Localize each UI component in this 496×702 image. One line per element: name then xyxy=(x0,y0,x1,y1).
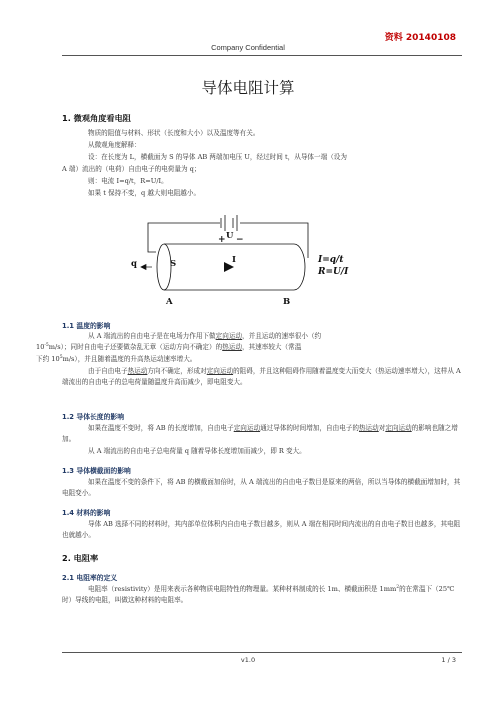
s11-paragraph-1: 从 A 端流出的自由电子是在电场力作用下做定向运动，并且运动的速率很小（约 $10^{-5}m/s$）；同时自由电子还要做杂乱无章（运动方向不确定）的热运动，其速率较大（常温 下约 $10^5m/s$），并且随着温度的升高热运动速率增大。 xyxy=(36,332,322,363)
footer-version: v1.0 xyxy=(240,656,256,664)
formula-current: I=q/t xyxy=(318,255,344,265)
s1-line-6: 如果 t 保持不变，q 越大则电阻越小。 xyxy=(88,189,201,197)
section-1-1-heading: 1.1 温度的影响 xyxy=(62,322,111,330)
section-2-heading: 2. 电阻率 xyxy=(62,553,99,563)
charge-label: q xyxy=(131,259,137,269)
footer-rule xyxy=(62,652,462,653)
cross-section-label: S xyxy=(170,259,177,269)
formula-resistance: R=U/I xyxy=(318,267,349,277)
current-label: I xyxy=(232,255,236,265)
s1-line-1: 物质的阻值与材料、形状（长度和大小）以及温度等有关。 xyxy=(88,129,260,137)
battery-minus: − xyxy=(236,235,244,245)
page-title: 导体电阻计算 xyxy=(201,79,295,97)
end-b-label: B xyxy=(283,297,291,307)
battery-plus: + xyxy=(218,235,226,245)
battery-voltage-label: U xyxy=(226,231,234,241)
header-confidential: Company Confidential xyxy=(211,43,285,52)
electron-arrow-icon xyxy=(141,265,152,270)
section-1-heading: 1. 微观角度看电阻 xyxy=(62,113,131,123)
s13-paragraph: 如果在温度不变的条件下，将 AB 的横截面加倍时，从 A 端流出的自由电子数目是原来的两倍，所以当导体的横截面增加时，其电阻变小。 xyxy=(62,478,461,498)
s14-paragraph: 导体 AB 选择不同的材料时，其内部单位体积内自由电子数目越多，则从 A 端在相同时间内流出的自由电子数目也越多，其电阻也就越小。 xyxy=(62,520,461,540)
conductor-diagram xyxy=(0,0,496,320)
s12-paragraph-1: 如果在温度不变时，将 AB 的长度增加，自由电子定向运动通过导体的时间增加，自由电子的热运动对定向运动的影响也随之增加。 xyxy=(62,424,458,444)
s21-paragraph: 电阻率（resistivity）是用来表示各种物质电阻特性的物理量。某种材料制成的长 1m、横截面积是 $1mm^2$的在常温下（25℃时）导线的电阻，叫做这种材料的电阻率。 xyxy=(62,584,455,605)
s1-line-3: 设：在长度为 L，横截面为 S 的导体 AB 两端加电压 U，经过时间 t，从导体一端（设为 xyxy=(88,153,347,161)
battery-icon xyxy=(221,215,237,231)
s12-paragraph-2: 从 A 端流出的自由电子总电荷量 q 随着导体长度增加而减少，即 R 变大。 xyxy=(88,447,306,455)
s11-paragraph-2: 由于自由电子热运动方向不确定，形成对定向运动的阻碍，并且这种阻碍作用随着温度变大而变大（热运动速率增大），这样从 A 端流出的自由电子的总电荷量随温度升高而减少，即电阻变大。 xyxy=(62,367,461,387)
s1-line-4: A 端）流出的（电荷）自由电子的电荷量为 q； xyxy=(62,165,201,173)
section-1-4-heading: 1.4 材料的影响 xyxy=(62,509,111,517)
section-1-2-heading: 1.2 导体长度的影响 xyxy=(62,413,124,421)
section-2-1-heading: 2.1 电阻率的定义 xyxy=(62,574,118,582)
s1-line-5: 则：电流 I=q/t，R=U/I。 xyxy=(88,177,168,185)
footer-page-number: 1 / 3 xyxy=(441,656,456,664)
end-a-label: A xyxy=(166,297,173,307)
section-1-3-heading: 1.3 导体横截面的影响 xyxy=(62,467,131,475)
s1-line-2: 从微观角度解释： xyxy=(88,141,141,149)
header-doc-id: 资料 20140108 xyxy=(384,33,456,43)
